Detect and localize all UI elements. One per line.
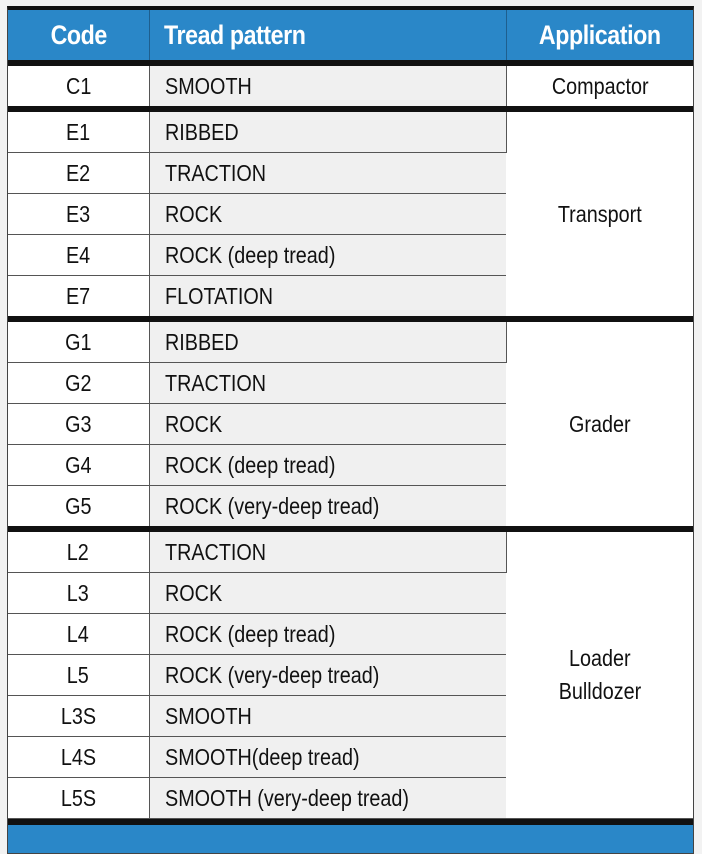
- tread-pattern-cell: [149, 445, 506, 486]
- table-row: [8, 63, 693, 109]
- table-row: [8, 319, 693, 363]
- table-row: [8, 109, 693, 153]
- code-value: E7: [66, 282, 91, 309]
- tread-pattern-value: RIBBED: [164, 328, 239, 355]
- code-value: G3: [65, 410, 92, 437]
- tread-pattern-cell: [149, 655, 506, 696]
- application-cell: [506, 319, 693, 529]
- application-cell: [506, 529, 693, 819]
- tread-pattern-cell: [149, 696, 506, 737]
- tread-pattern-cell: [149, 153, 506, 194]
- code-cell: [8, 153, 149, 194]
- code-cell: [8, 194, 149, 235]
- tread-pattern-cell: [149, 614, 506, 655]
- tread-pattern-cell: [149, 194, 506, 235]
- code-cell: [8, 363, 149, 404]
- code-value: G2: [65, 369, 92, 396]
- code-cell: [8, 319, 149, 363]
- tread-pattern-cell: [149, 529, 506, 573]
- code-cell: [8, 63, 149, 109]
- tread-pattern-cell: [149, 573, 506, 614]
- code-cell: [8, 778, 149, 819]
- code-value: G4: [65, 451, 92, 478]
- tread-code-table: [7, 6, 694, 854]
- code-cell: [8, 737, 149, 778]
- table-row: [8, 529, 693, 573]
- application-value: Grader: [568, 410, 631, 437]
- tread-pattern-value: ROCK (deep tread): [164, 620, 335, 647]
- code-value: E3: [66, 200, 91, 227]
- tread-pattern-value: ROCK: [164, 579, 222, 606]
- code-cell: [8, 529, 149, 573]
- code-value: E2: [66, 159, 91, 186]
- application-value: Transport: [557, 200, 642, 227]
- tread-pattern-value: TRACTION: [164, 538, 266, 565]
- tread-pattern-value: SMOOTH (very-deep tread): [164, 784, 409, 811]
- table-body: [8, 63, 693, 819]
- code-cell: [8, 404, 149, 445]
- code-cell: [8, 109, 149, 153]
- code-cell: [8, 696, 149, 737]
- tread-pattern-cell: [149, 235, 506, 276]
- code-value: L3: [67, 579, 90, 606]
- tread-pattern-cell: [149, 319, 506, 363]
- tread-pattern-cell: [149, 276, 506, 320]
- code-cell: [8, 614, 149, 655]
- header-application: Application: [506, 10, 693, 63]
- application-cell: [506, 109, 693, 319]
- header-tread-pattern: Tread pattern: [149, 10, 506, 63]
- tread-pattern-cell: [149, 778, 506, 819]
- tread-pattern-value: ROCK: [164, 410, 222, 437]
- application-value: Compactor: [551, 72, 649, 99]
- tread-pattern-cell: [149, 486, 506, 530]
- code-cell: [8, 276, 149, 320]
- tread-pattern-cell: [149, 109, 506, 153]
- tread-table: [8, 10, 693, 819]
- tread-pattern-value: TRACTION: [164, 369, 266, 396]
- code-value: L4: [67, 620, 90, 647]
- tread-pattern-cell: [149, 363, 506, 404]
- table-footer-bar: [8, 819, 693, 853]
- code-value: L3S: [60, 702, 96, 729]
- header-row: [8, 10, 693, 63]
- code-cell: [8, 655, 149, 696]
- code-value: E1: [66, 118, 91, 145]
- code-cell: [8, 445, 149, 486]
- tread-pattern-value: SMOOTH(deep tread): [164, 743, 360, 770]
- tread-pattern-value: SMOOTH: [164, 72, 252, 99]
- tread-pattern-value: TRACTION: [164, 159, 266, 186]
- tread-pattern-value: RIBBED: [164, 118, 239, 145]
- code-value: G1: [65, 328, 92, 355]
- tread-pattern-value: ROCK (deep tread): [164, 451, 335, 478]
- application-cell: [506, 63, 693, 109]
- tread-pattern-value: ROCK: [164, 200, 222, 227]
- tread-pattern-value: ROCK (deep tread): [164, 241, 335, 268]
- tread-pattern-value: ROCK (very-deep tread): [164, 661, 379, 688]
- code-value: E4: [66, 241, 91, 268]
- tread-pattern-cell: [149, 737, 506, 778]
- application-value: Loader: [568, 645, 631, 671]
- code-value: L4S: [60, 743, 96, 770]
- tread-pattern-cell: [149, 63, 506, 109]
- tread-pattern-cell: [149, 404, 506, 445]
- code-value: L2: [67, 538, 90, 565]
- code-cell: [8, 486, 149, 530]
- code-cell: [8, 235, 149, 276]
- application-value: Bulldozer: [558, 678, 641, 704]
- code-value: G5: [65, 492, 92, 519]
- header-code: Code: [8, 10, 149, 63]
- table-header: [8, 10, 693, 63]
- code-cell: [8, 573, 149, 614]
- code-value: L5: [67, 661, 90, 688]
- tread-pattern-value: FLOTATION: [164, 282, 273, 309]
- tread-pattern-value: ROCK (very-deep tread): [164, 492, 379, 519]
- code-value: L5S: [60, 784, 96, 811]
- tread-pattern-value: SMOOTH: [164, 702, 252, 729]
- code-value: C1: [65, 72, 91, 99]
